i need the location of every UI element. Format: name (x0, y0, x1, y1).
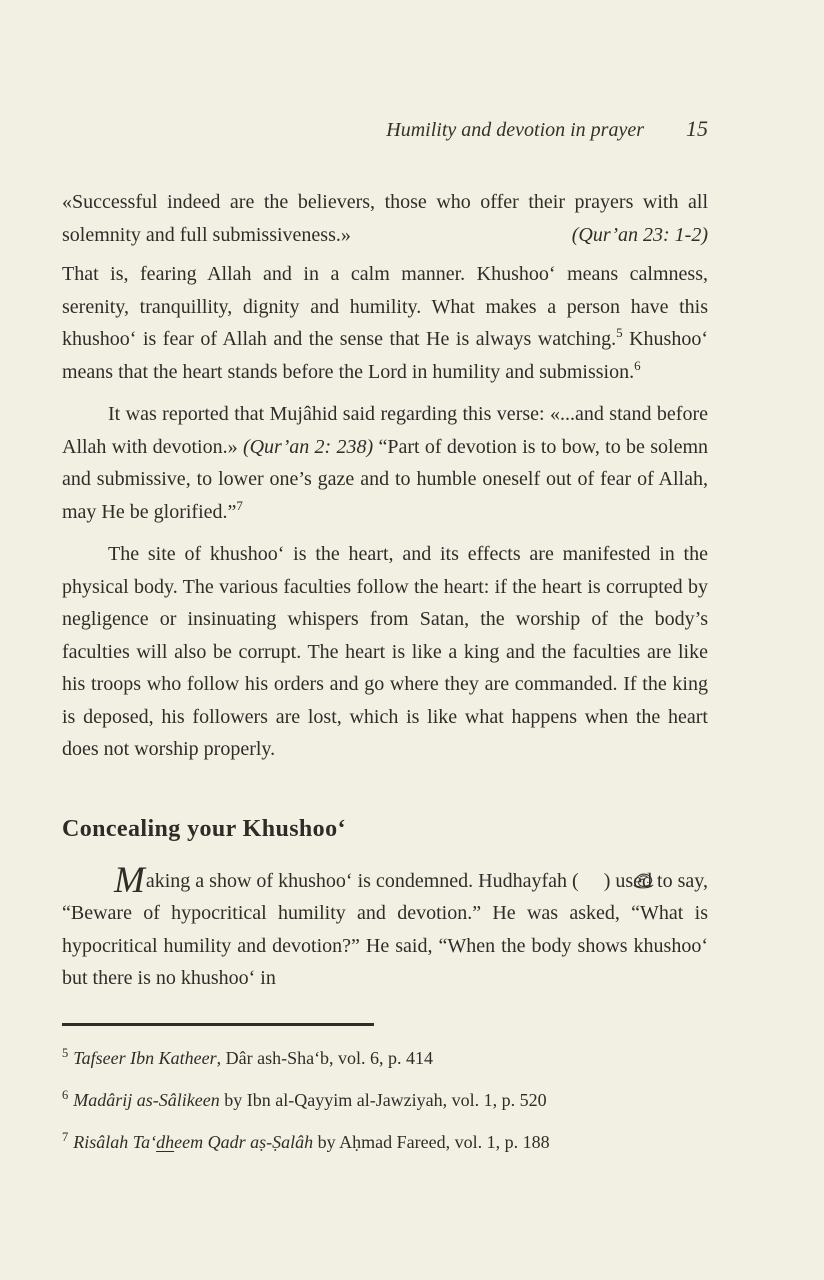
footnote-separator-rule (62, 1023, 374, 1026)
paragraph-mujahid-report (62, 398, 708, 528)
footnote-book-title (73, 1132, 313, 1152)
footnote-text: by Aḥmad Fareed, vol. 1, p. 188 (313, 1131, 550, 1152)
footnote-number: 7 (62, 1129, 69, 1144)
header-title: Humility and devotion in prayer (386, 119, 644, 141)
footnote-ref-6: 6 (634, 357, 641, 373)
paragraph-heart-king-analogy: The site of khushoo‘ is the heart, and its effects are manifested in the physical body. The various faculties follow the heart: if the heart is corrupted by negligence or insinuating whispers from Satan, the worship of the body’s faculties will also be corrupt. The heart is like a king and the faculties are like his troops who follow his orders and go where they are commanded. If the king is deposed, his followers are lost, which is like what happens when the heart does not worship properly. (62, 543, 708, 760)
footnote-book-title: Tafseer Ibn Katheer (73, 1047, 217, 1068)
page-number: 15 (686, 116, 708, 141)
footnote-ref-7: 7 (236, 497, 243, 513)
section-heading: Concealing your Khushoo‘ (62, 815, 346, 842)
footnote-7 (62, 1119, 708, 1161)
body-text (62, 186, 708, 995)
drop-cap: M (114, 859, 146, 901)
footnote-title-part: Risâlah Ta‘ (73, 1131, 157, 1152)
paragraph-concealing-khushoo (62, 859, 708, 995)
paragraph-text: ) used to say, “Beware of hypocritical humility and devotion.” He was asked, “What is hypocritical humility and devotion?” He said, “When the body shows khushoo‘ but there is no khushoo‘ in (62, 869, 708, 989)
quran-quote-text: «Successful indeed are the believers, those who offer their prayers with all solemnity and full submissiveness.» (62, 191, 708, 246)
footnote-book-title: Madârij as-Sâlikeen (73, 1089, 220, 1110)
running-header (62, 116, 708, 142)
paragraph-text: “Part of devotion is to bow, to be solemn and submissive, to lower one’s gaze and to humble oneself out of fear of Allah, may He be glorified.” (62, 435, 709, 523)
footnote-number: 6 (62, 1087, 69, 1102)
paragraph-khushoo-definition (62, 258, 708, 388)
footnote-text: , Dâr ash-Sha‘b, vol. 6, p. 414 (216, 1047, 434, 1068)
quote-citation: (Qur’an 2: 238) (242, 435, 374, 458)
footnote-text: by Ibn al-Qayyim al-Jawziyah, vol. 1, p. 520 (219, 1089, 547, 1110)
paragraph-text: That is, fearing Allah and in a calm manner. Khushoo‘ means calmness, serenity, tranquillity, dignity and humility. What makes a person have this khushoo‘ is fear of Allah and the sense that He is always watching. (62, 263, 708, 350)
footnote-ref-5: 5 (616, 325, 623, 340)
paragraph-text: Khushoo‘ means that the heart stands before the Lord in humility and submission. (62, 328, 708, 383)
footnote-5 (62, 1035, 708, 1077)
footnote-6 (62, 1077, 708, 1119)
footnote-title-part: eem Qadr aṣ-Ṣalâh (174, 1131, 314, 1152)
footnote-number: 5 (62, 1045, 69, 1060)
footnotes-section (62, 1023, 708, 1161)
footnote-title-underlined-part: dh (156, 1131, 175, 1152)
paragraph-text: aking a show of khushoo‘ is condemned. Hudhayfah ( (145, 869, 579, 892)
quote-citation: (Qur’an 23: 1-2) (571, 223, 708, 246)
radiallahu-anhu-calligraphy-icon (579, 868, 604, 887)
paragraph-text: It was reported that Mujâhid said regarding this verse: «...and stand before Allah with devotion.» (62, 403, 708, 458)
paragraph-quran-quote (62, 186, 708, 251)
